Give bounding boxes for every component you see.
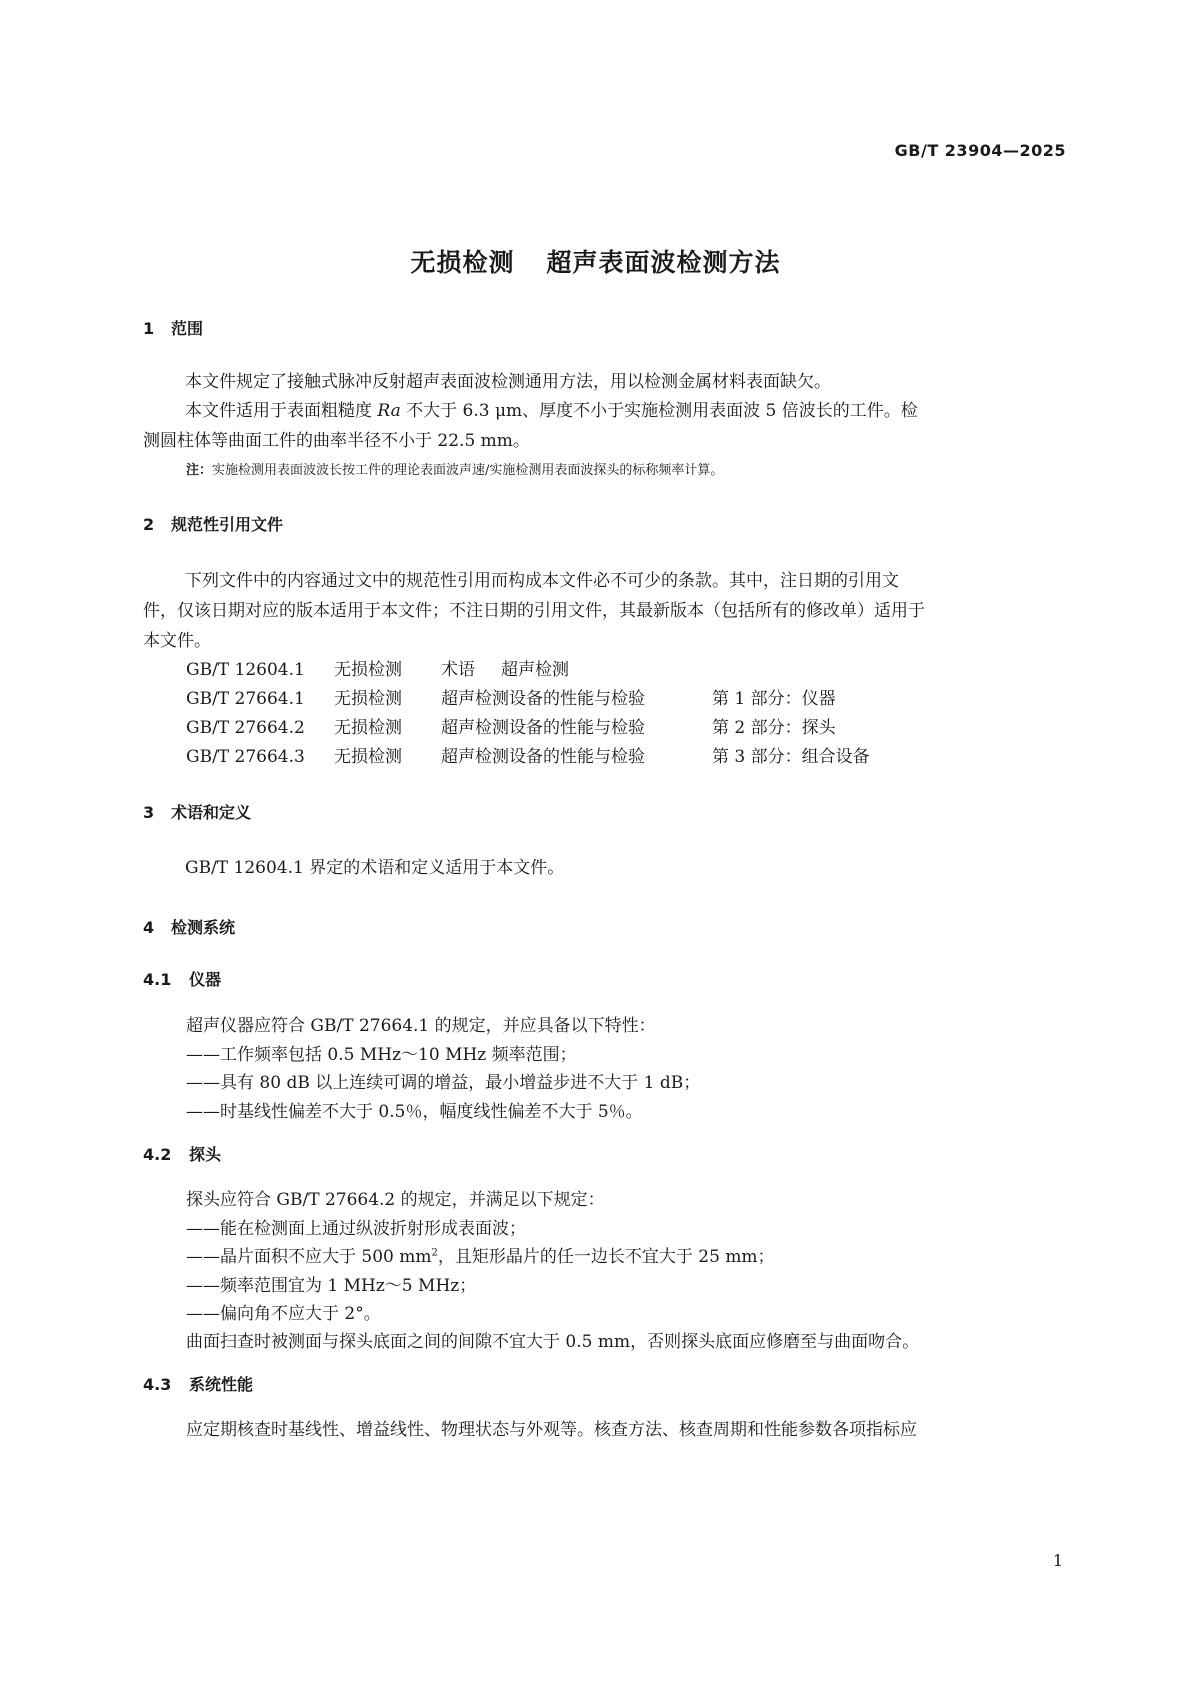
section-title: 检测系统: [171, 918, 236, 937]
reference-row: GB/T 27664.3 无损检测 超声检测设备的性能与检验 第 3 部分：组合设备: [186, 747, 870, 767]
section-title: 探头: [189, 1145, 222, 1164]
section-title: 规范性引用文件: [171, 515, 284, 534]
section-1-heading: [143, 316, 203, 339]
section-4-2-heading: [143, 1142, 221, 1165]
reference-row: GB/T 12604.1 无损检测 术语 超声检测: [186, 660, 569, 680]
section-2-heading: [143, 512, 283, 535]
reference-row: GB/T 27664.2 无损检测 超声检测设备的性能与检验 第 2 部分：探头: [186, 718, 836, 738]
section-4-2-closing: 曲面扫查时被测面与探头底面之间的间隙不宜大于 0.5 mm，否则探头底面应修磨至与曲面吻合。: [186, 1332, 920, 1352]
section-number: 1: [143, 319, 155, 338]
reference-row: GB/T 27664.1 无损检测 超声检测设备的性能与检验 第 1 部分：仪器: [186, 689, 836, 709]
section-title: 仪器: [189, 970, 222, 989]
list-item: ——能在检测面上通过纵波折射形成表面波；: [186, 1219, 526, 1239]
section-number: 4.1: [143, 970, 172, 989]
section-3-heading: [143, 800, 251, 823]
title-part-2: 超声表面波检测方法: [546, 248, 781, 277]
section-title: 系统性能: [189, 1375, 254, 1394]
document-code: GB/T 23904—2025: [894, 141, 1066, 160]
section-4-3-heading: [143, 1372, 253, 1395]
section-1-paragraph-1: 本文件规定了接触式脉冲反射超声表面波检测通用方法，用以检测金属材料表面缺欠。: [185, 372, 831, 392]
section-2-paragraph: 下列文件中的内容通过文中的规范性引用而构成本文件必不可少的条款。其中，注日期的引用文 件，仅该日期对应的版本适用于本文件；不注日期的引用文件，其最新版本（包括所有的修改单）适用于 本文件。: [143, 571, 925, 651]
section-4-2-intro: 探头应符合 GB/T 27664.2 的规定，并满足以下规定：: [186, 1190, 605, 1210]
section-1-paragraph-2: 本文件适用于表面粗糙度 Ra 不大于 6.3 μm、厚度不小于实施检测用表面波 5 倍波长的工件。检 测圆柱体等曲面工件的曲率半径不小于 22.5 mm。: [143, 401, 918, 451]
page-number: 1: [1052, 1551, 1063, 1570]
note-text: 实施检测用表面波波长按工件的理论表面波声速/实施检测用表面波探头的标称频率计算。: [212, 463, 724, 478]
list-item: ——工作频率包括 0.5 MHz～10 MHz 频率范围；: [186, 1045, 577, 1065]
list-item: ——具有 80 dB 以上连续可调的增益，最小增益步进不大于 1 dB；: [186, 1073, 701, 1093]
section-title: 范围: [171, 319, 204, 338]
section-4-1-heading: [143, 967, 221, 990]
section-number: 3: [143, 803, 155, 822]
list-item: ——偏向角不应大于 2°。: [186, 1304, 381, 1324]
section-number: 4: [143, 918, 155, 937]
section-number: 2: [143, 515, 155, 534]
section-number: 4.3: [143, 1375, 172, 1394]
document-title: [0, 243, 1191, 279]
note-label: 注：: [186, 463, 213, 478]
section-4-heading: [143, 915, 235, 938]
section-4-1-intro: 超声仪器应符合 GB/T 27664.1 的规定，并应具备以下特性：: [186, 1016, 656, 1036]
list-item: ——时基线性偏差不大于 0.5％，幅度线性偏差不大于 5％。: [186, 1102, 643, 1122]
section-1-note: [186, 459, 723, 478]
section-3-paragraph: GB/T 12604.1 界定的术语和定义适用于本文件。: [185, 858, 565, 878]
title-part-1: 无损检测: [410, 248, 515, 277]
list-item: ——频率范围宜为 1 MHz～5 MHz；: [186, 1276, 477, 1296]
list-item: ——晶片面积不应大于 500 $mm^2$，且矩形晶片的任一边长不宜大于 25 mm；: [186, 1247, 775, 1267]
section-4-3-paragraph: 应定期核查时基线性、增益线性、物理状态与外观等。核查方法、核查周期和性能参数各项指标应: [186, 1420, 917, 1440]
section-number: 4.2: [143, 1145, 172, 1164]
section-title: 术语和定义: [171, 803, 252, 822]
